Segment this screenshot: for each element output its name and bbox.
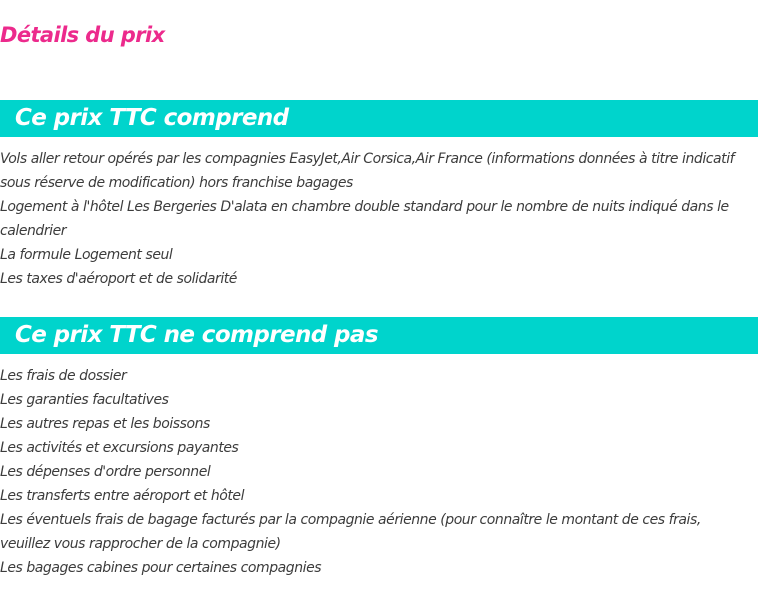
price-excludes-heading: Ce prix TTC ne comprend pas xyxy=(0,317,758,354)
list-item: Les bagages cabines pour certaines compagnies xyxy=(0,560,322,576)
list-item: Les transferts entre aéroport et hôtel xyxy=(0,488,245,504)
list-item: Les frais de dossier xyxy=(0,368,127,384)
list-item: La formule Logement seul xyxy=(0,247,173,263)
list-item: Logement à l'hôtel Les Bergeries D'alata en chambre double standard pour le nombre de nuits indiqué dans le calendrier xyxy=(0,199,729,239)
price-includes-list xyxy=(0,147,758,291)
list-item: Les dépenses d'ordre personnel xyxy=(0,464,211,480)
list-item: Les taxes d'aéroport et de solidarité xyxy=(0,271,237,287)
list-item: Vols aller retour opérés par les compagnies EasyJet,Air Corsica,Air France (informations données à titre indicatif sous réserve de modification) hors franchise bagages xyxy=(0,151,735,191)
list-item: Les autres repas et les boissons xyxy=(0,416,210,432)
list-item: Les éventuels frais de bagage facturés par la compagnie aérienne (pour connaître le montant de ces frais, veuillez vous rapprocher de la compagnie) xyxy=(0,512,701,552)
page-title: Détails du prix xyxy=(0,23,165,47)
price-includes-heading: Ce prix TTC comprend xyxy=(0,100,758,137)
price-excludes-list xyxy=(0,364,758,580)
price-excludes-section xyxy=(0,317,758,580)
list-item: Les activités et excursions payantes xyxy=(0,440,239,456)
list-item: Les garanties facultatives xyxy=(0,392,169,408)
price-includes-section xyxy=(0,100,758,291)
